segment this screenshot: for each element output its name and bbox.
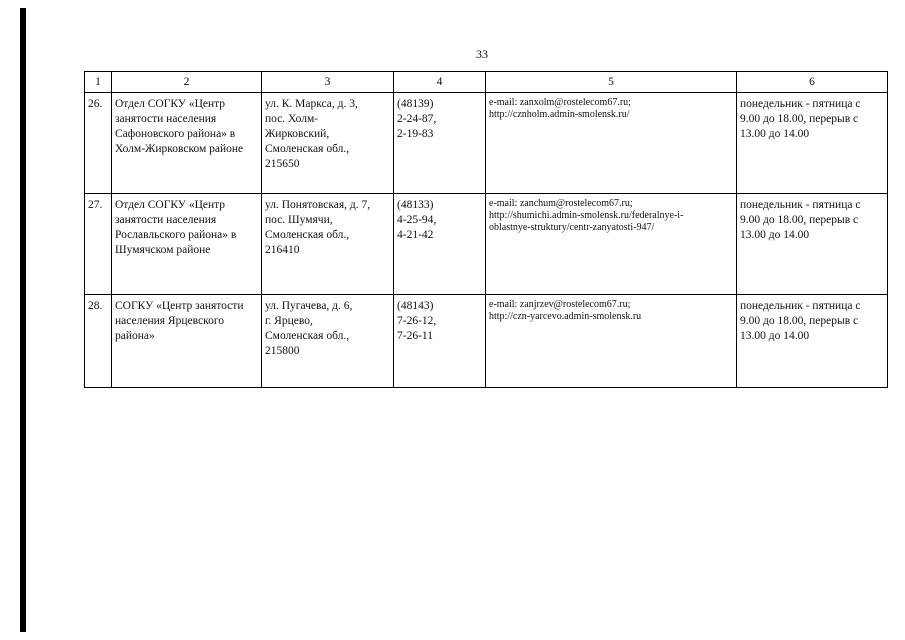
address-line: ул. К. Маркса, д. 3, <box>265 98 358 110</box>
header-cell-2: 2 <box>112 72 262 93</box>
header-cell-5: 5 <box>486 72 737 93</box>
organization-name-line: занятости населения <box>115 214 217 226</box>
phone-line: 4-25-94, <box>397 214 437 226</box>
phone-cell <box>394 194 486 295</box>
address-line: Смоленская обл., <box>265 229 350 241</box>
phone-line: 7-26-11 <box>397 330 433 342</box>
employment-centers-table <box>84 71 888 388</box>
table-row <box>85 194 888 295</box>
header-cell-1: 1 <box>85 72 112 93</box>
contacts-line: http://czn-yarcevo.admin-smolensk.ru <box>489 311 642 322</box>
phone-cell <box>394 295 486 388</box>
row-number-cell: 28. <box>85 295 112 388</box>
working-hours-cell <box>737 93 888 194</box>
working-hours-line: понедельник - пятница с <box>740 199 861 211</box>
row-number-cell: 27. <box>85 194 112 295</box>
address-line: 215650 <box>265 158 300 170</box>
organization-name-line: Отдел СОГКУ «Центр <box>115 199 226 211</box>
phone-line: (48133) <box>397 199 434 211</box>
organization-name-line: Шумячском районе <box>115 244 211 256</box>
address-line: пос. Холм- <box>265 113 319 125</box>
header-cell-6: 6 <box>737 72 888 93</box>
working-hours-line: 9.00 до 18.00, перерыв с <box>740 113 859 125</box>
address-line: г. Ярцево, <box>265 315 313 327</box>
contacts-line: e-mail: zanchum@rostelecom67.ru; <box>489 198 633 209</box>
organization-name-line: Отдел СОГКУ «Центр <box>115 98 226 110</box>
working-hours-line: понедельник - пятница с <box>740 300 861 312</box>
phone-line: 2-19-83 <box>397 128 434 140</box>
organization-name-cell <box>112 93 262 194</box>
address-line: пос. Шумячи, <box>265 214 333 226</box>
contacts-cell <box>486 194 737 295</box>
address-cell <box>262 295 394 388</box>
phone-line: (48139) <box>397 98 434 110</box>
address-cell <box>262 194 394 295</box>
phone-line: 4-21-42 <box>397 229 434 241</box>
organization-name-line: Холм-Жирковском районе <box>115 143 244 155</box>
phone-line: 7-26-12, <box>397 315 437 327</box>
contacts-line: oblastnye-struktury/centr-zanyatosti-947/ <box>489 222 655 233</box>
phone-line: 2-24-87, <box>397 113 437 125</box>
organization-name-line: СОГКУ «Центр занятости <box>115 300 244 312</box>
working-hours-line: 9.00 до 18.00, перерыв с <box>740 315 859 327</box>
header-cell-4: 4 <box>394 72 486 93</box>
contacts-cell <box>486 295 737 388</box>
organization-name-cell <box>112 194 262 295</box>
table-header-row <box>85 72 888 93</box>
organization-name-line: занятости населения <box>115 113 217 125</box>
contacts-line: e-mail: zanxolm@rostelecom67.ru; <box>489 97 631 108</box>
working-hours-line: 13.00 до 14.00 <box>740 128 810 140</box>
row-number-cell: 26. <box>85 93 112 194</box>
working-hours-line: 9.00 до 18.00, перерыв с <box>740 214 859 226</box>
address-line: Смоленская обл., <box>265 143 350 155</box>
scan-edge-bar <box>20 8 26 632</box>
address-line: ул. Понятовская, д. 7, <box>265 199 371 211</box>
organization-name-line: Рославльского района» в <box>115 229 237 241</box>
address-line: 216410 <box>265 244 300 256</box>
working-hours-line: понедельник - пятница с <box>740 98 861 110</box>
working-hours-line: 13.00 до 14.00 <box>740 330 810 342</box>
working-hours-cell <box>737 295 888 388</box>
page-number: 33 <box>476 47 488 61</box>
contacts-line: http://shumichi.admin-smolensk.ru/federalnye-i- <box>489 210 684 221</box>
address-line: ул. Пугачева, д. 6, <box>265 300 353 312</box>
contacts-cell <box>486 93 737 194</box>
address-cell <box>262 93 394 194</box>
table-row <box>85 93 888 194</box>
address-line: Смоленская обл., <box>265 330 350 342</box>
contacts-line: e-mail: zanjrzev@rostelecom67.ru; <box>489 299 631 310</box>
organization-name-line: Сафоновского района» в <box>115 128 236 140</box>
contacts-line: http://cznholm.admin-smolensk.ru/ <box>489 109 630 120</box>
phone-line: (48143) <box>397 300 434 312</box>
phone-cell <box>394 93 486 194</box>
address-line: 215800 <box>265 345 300 357</box>
organization-name-line: населения Ярцевского <box>115 315 225 327</box>
header-cell-3: 3 <box>262 72 394 93</box>
organization-name-cell <box>112 295 262 388</box>
table-row <box>85 295 888 388</box>
organization-name-line: района» <box>115 330 155 342</box>
working-hours-line: 13.00 до 14.00 <box>740 229 810 241</box>
working-hours-cell <box>737 194 888 295</box>
address-line: Жирковский, <box>265 128 330 140</box>
